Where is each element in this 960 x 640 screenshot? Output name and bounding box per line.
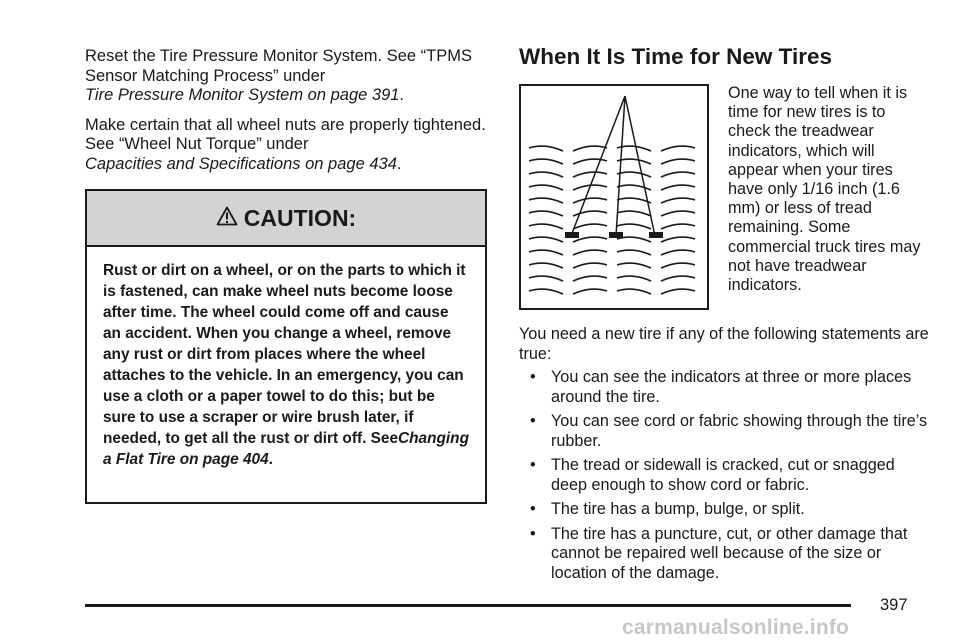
list-item: [530, 500, 930, 520]
tread-groove: [617, 159, 651, 164]
tread-groove: [573, 146, 607, 151]
tread-groove: [529, 250, 563, 255]
bullet-icon: •: [530, 456, 536, 474]
caution-box: [85, 189, 487, 504]
treadwear-description: One way to tell when it is time for new tires is to check the treadwear indicators, which will appear when your tires have only 1/16 inch (1.6 mm) or less of tread remaining. Some commercial truck tires may not have treadwear indicators.: [728, 84, 921, 295]
tread-groove: [661, 289, 695, 294]
tread-groove: [573, 172, 607, 177]
page-number: 397: [880, 596, 908, 614]
tread-groove: [529, 276, 563, 281]
tread-groove: [573, 276, 607, 281]
tread-groove: [573, 211, 607, 216]
tread-groove: [529, 289, 563, 294]
warning-triangle-icon: [216, 206, 238, 231]
tread-groove: [573, 198, 607, 203]
tread-groove: [661, 276, 695, 281]
new-tire-criteria-list: [530, 368, 930, 588]
tread-groove: [617, 198, 651, 203]
tread-groove: [661, 185, 695, 190]
list-item-text: The tire has a bump, bulge, or split.: [551, 500, 805, 518]
tpms-reset-paragraph: [85, 47, 490, 106]
tread-groove: [529, 237, 563, 242]
flat-tire-page-reference: Changing a Flat Tire on page 404: [103, 430, 469, 468]
tread-groove: [573, 159, 607, 164]
left-column: [85, 47, 490, 184]
tread-groove: [617, 224, 651, 229]
tpms-page-reference: Tire Pressure Monitor System on page 391: [85, 86, 400, 104]
tread-groove: [661, 146, 695, 151]
tread-drawing: [521, 86, 707, 308]
wheel-nut-period: .: [396, 154, 402, 173]
bullet-icon: •: [530, 368, 536, 386]
tread-groove: [661, 224, 695, 229]
capacities-page-reference: Capacities and Specifications on page 434: [85, 154, 397, 173]
tread-groove: [617, 250, 651, 255]
tread-groove: [661, 237, 695, 242]
tread-groove: [617, 185, 651, 190]
list-item: [530, 412, 930, 451]
tread-groove: [573, 263, 607, 268]
tread-groove: [529, 263, 563, 268]
tread-groove: [573, 289, 607, 294]
tread-groove: [573, 224, 607, 229]
list-item: [530, 525, 930, 584]
tread-groove: [529, 224, 563, 229]
new-tire-intro: You need a new tire if any of the following statements are true:: [519, 325, 929, 363]
tread-groove: [617, 276, 651, 281]
tread-groove: [573, 250, 607, 255]
footer-rule: [85, 604, 851, 607]
tread-groove: [661, 211, 695, 216]
wheel-nut-text: Make certain that all wheel nuts are properly tightened. See “Wheel Nut Torque” under: [85, 115, 486, 153]
caution-header: [87, 191, 485, 247]
caution-title: CAUTION:: [243, 204, 357, 231]
tread-groove: [661, 198, 695, 203]
tpms-reset-period: .: [399, 86, 405, 104]
tread-groove: [529, 172, 563, 177]
list-item-text: The tire has a puncture, cut, or other damage that cannot be repaired well because of the size or location of the damage.: [551, 524, 908, 582]
list-item: [530, 368, 930, 407]
list-item-text: You can see cord or fabric showing through the tire’s rubber.: [551, 412, 928, 450]
caution-period: .: [268, 451, 273, 468]
tread-groove: [529, 198, 563, 203]
tread-groove: [529, 146, 563, 151]
tread-groove: [529, 159, 563, 164]
tread-groove: [529, 211, 563, 216]
bullet-icon: •: [530, 500, 536, 518]
tread-groove: [661, 159, 695, 164]
watermark: carmanualsonline.info: [622, 616, 850, 639]
tread-groove: [617, 289, 651, 294]
bullet-icon: •: [530, 412, 536, 430]
indicator-pointer-lines: [571, 96, 655, 236]
caution-body-text: Rust or dirt on a wheel, or on the parts to which it is fastened, can make wheel nuts become loose after time. The wheel could come off and cause an accident. When you change a wheel, remove any rust or dirt from places where the wheel attaches to the vehicle. In an emergency, you can use a cloth or a paper towel to do this; but be sure to use a scraper or wire brush later, if needed, to get all the rust or dirt off. See: [103, 262, 466, 447]
list-item-text: You can see the indicators at three or more places around the tire.: [551, 368, 912, 406]
tread-groove: [661, 172, 695, 177]
section-heading: When It Is Time for New Tires: [519, 44, 832, 69]
wheel-nut-paragraph: [85, 116, 490, 175]
tread-groove: [529, 185, 563, 190]
list-item-text: The tread or sidewall is cracked, cut or snagged deep enough to show cord or fabric.: [551, 456, 895, 494]
tread-groove: [617, 211, 651, 216]
caution-body: [87, 247, 485, 470]
tread-groove: [617, 172, 651, 177]
tread-groove: [617, 263, 651, 268]
treadwear-indicator-bars: [565, 232, 663, 238]
tpms-reset-text: Reset the Tire Pressure Monitor System. See “TPMS Sensor Matching Process” under: [85, 47, 472, 85]
tread-groove: [661, 263, 695, 268]
tire-tread-wear-indicator-illustration: [519, 84, 709, 310]
bullet-icon: •: [530, 524, 536, 543]
tread-groove: [661, 250, 695, 255]
list-item: [530, 456, 930, 495]
